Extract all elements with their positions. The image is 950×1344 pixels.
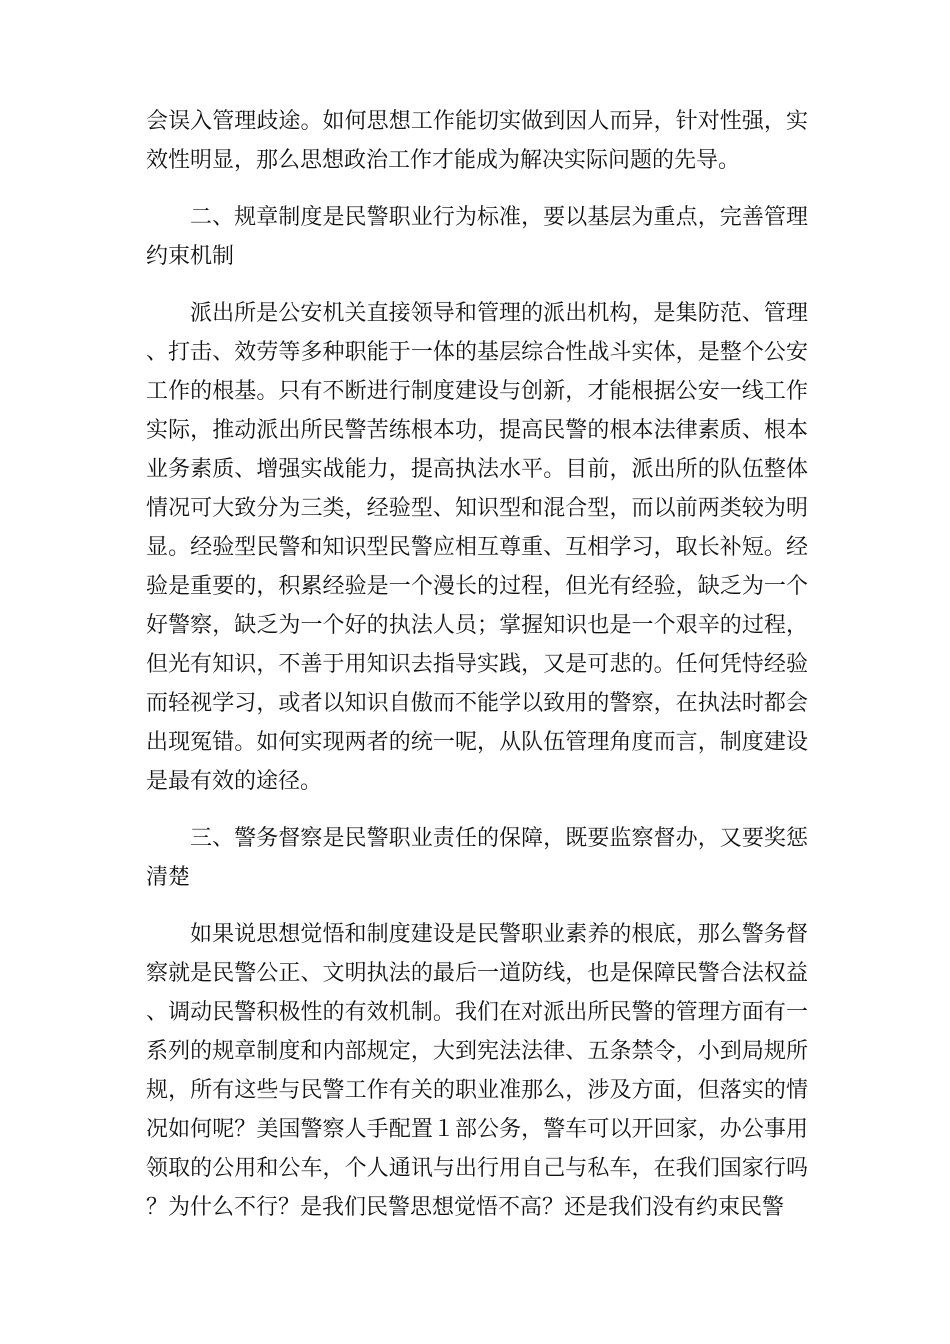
section-heading-2: 二、规章制度是民警职业行为标准，要以基层为重点，完善管理约束机制: [146, 205, 808, 269]
document-body: [146, 102, 808, 1227]
paragraph-continuation: 会误入管理歧途。如何思想工作能切实做到因人而异，针对性强，实效性明显，那么思想政治工作才能成为解决实际问题的先导。: [146, 109, 808, 173]
paragraph-police-station: 派出所是公安机关直接领导和管理的派出机构，是集防范、管理、打击、效劳等多种职能于一体的基层综合性战斗实体，是整个公安工作的根基。只有不断进行制度建设与创新，才能根据公安一线工作实际，推动派出所民警苦练根本功，提高民警的根本法律素质、根本业务素质、增强实战能力，提高执法水平。目前，派出所的队伍整体情况可大致分为三类，经验型、知识型和混合型，而以前两类较为明显。经验型民警和知识型民警应相互尊重、互相学习，取长补短。经验是重要的，积累经验是一个漫长的过程，但光有经验，缺乏为一个好警察，缺乏为一个好的执法人员；掌握知识也是一个艰辛的过程，但光有知识，不善于用知识去指导实践，又是可悲的。任何凭恃经验而轻视学习，或者以知识自傲而不能学以致用的警察，在执法时都会出现冤错。如何实现两者的统一呢，从队伍管理角度而言，制度建设是最有效的途径。: [146, 301, 808, 794]
paragraph-police-supervision: 如果说思想觉悟和制度建设是民警职业素养的根底，那么警务督察就是民警公正、文明执法的最后一道防线，也是保障民警合法权益、调动民警积极性的有效机制。我们在对派出所民警的管理方面有一系列的规章制度和内部规定，大到宪法法律、五条禁令，小到局规所规，所有这些与民警工作有关的职业准那么，涉及方面，但落实的情况如何呢？美国警察人手配置１部公务，警车可以开回家，办公事用领取的公用和公车，个人通讯与出行用自己与私车，在我们国家行吗？为什么不行？是我们民警思想觉悟不高？还是我们没有约束民警: [146, 922, 808, 1220]
section-heading-3: 三、警务督察是民警职业责任的保障，既要监察督办，又要奖惩清楚: [146, 826, 808, 890]
